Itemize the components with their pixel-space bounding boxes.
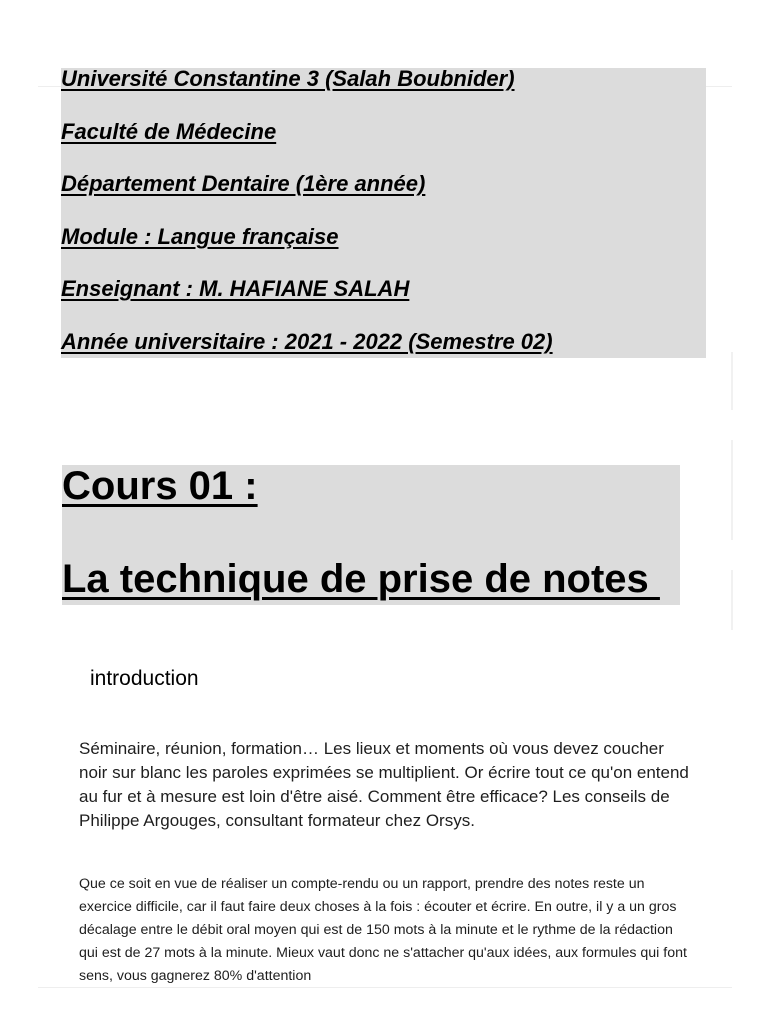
teacher-name: Enseignant : M. HAFIANE SALAH (61, 276, 410, 301)
header-highlight (61, 68, 706, 358)
module-name: Module : Langue française (61, 224, 339, 249)
introduction-heading: introduction (90, 667, 199, 690)
academic-year: Année universitaire : 2021 - 2022 (Semestre 02) (61, 329, 553, 354)
lead-paragraph: Séminaire, réunion, formation… Les lieux et moments où vous devez coucher noir sur blanc les paroles exprimées se multiplient. Or écrire tout ce qu'on entend au fur et à mesure est loin d'être aisé. Comment être efficace? Les conseils de Philippe Argouges, consultant formateur chez Orsys. (79, 739, 689, 830)
department-name: Département Dentaire (1ère année) (61, 171, 426, 196)
course-number: Cours 01 : (62, 464, 258, 508)
university-name: Université Constantine 3 (Salah Boubnider) (61, 66, 515, 91)
faculty-name: Faculté de Médecine (61, 119, 277, 144)
right-edge-mark (731, 570, 733, 630)
bottom-divider (38, 987, 732, 988)
right-edge-mark (731, 352, 733, 410)
right-edge-mark (731, 440, 733, 540)
course-title: La technique de prise de notes (62, 557, 660, 601)
body-paragraph: Que ce soit en vue de réaliser un compte-rendu ou un rapport, prendre des notes reste un exercice difficile, car il faut faire deux choses à la fois : écouter et écrire. En outre, il y a un gros décalage entre le débit oral moyen qui est de 150 mots à la minute et le rythme de la rédaction qui est de 27 mots à la minute. Mieux vaut donc ne s'attacher qu'aux idées, aux formules qui font sens, vous gagnerez 80% d'attention (79, 876, 687, 984)
